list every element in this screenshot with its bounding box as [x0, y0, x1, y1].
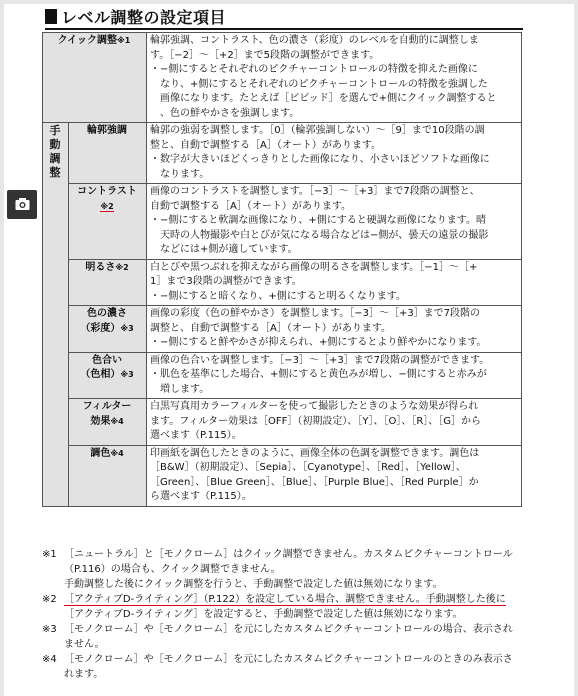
- footnote-mark: ※4: [42, 654, 57, 665]
- desc-line: 画像のコントラストを調整します。［−3］〜［+3］まで7段階の調整と、: [150, 186, 480, 197]
- bullet-line: −側にすると軟調な画像になり、+側にすると硬調な画像になります。晴: [160, 215, 486, 226]
- brightness-label: 明るさ: [85, 261, 116, 273]
- desc-line: ［B&W］（初期設定）、［Sepia］、［Cyanotype］、［Red］、［Yellow］、: [150, 462, 466, 473]
- bullet-line: 天時の人物撮影や白とびが気になる場合などは−側が、曇天の遠景の撮影: [160, 229, 489, 241]
- desc-line: 白黒写真用カラーフィルターを使って撮影したときのような効果が得られ: [150, 401, 479, 412]
- bullet-line: 増します。: [160, 383, 210, 395]
- footnote-mark: ※2: [42, 594, 57, 605]
- row-desc-toning: [147, 445, 522, 506]
- row-label-contrast: [69, 184, 147, 260]
- bullet-line: 画像になります。たとえば［ビビッド］を選んで+側にクイック調整すると: [160, 93, 497, 104]
- quick-mark: ※1: [116, 36, 131, 45]
- bullet-line: なり、+側にするとそれぞれのピクチャーコントロールの特徴を強調した: [160, 78, 488, 90]
- saturation-label-sub: （彩度）: [80, 322, 121, 334]
- desc-line: 輪郭の強弱を調整します。［0］（輪郭強調しない）〜［9］まで10段階の調: [150, 125, 485, 136]
- desc-line: 選べます（P.115）。: [150, 430, 242, 441]
- brightness-mark: ※2: [115, 262, 129, 272]
- footnote-line: ［モノクローム］や［モノクローム］を元にしたカスタムピクチャーコントロールのときのみ表示さ: [64, 654, 513, 665]
- sharpening-label: 輪郭強調: [87, 125, 127, 136]
- footnote-line: ません。: [64, 639, 105, 650]
- contrast-mark: ※2: [100, 201, 114, 211]
- bullet-line: などには+側が適しています。: [160, 244, 298, 255]
- table-row-saturation: [43, 306, 522, 353]
- bullet-line: 数字が大きいほどくっきりとした画像になり、小さいほどソフトな画像に: [160, 154, 490, 165]
- footnote-line: 手動調整した後にクイック調整を行うと、手動調整で設定した値は無効になります。: [64, 579, 443, 590]
- bullet: [150, 63, 517, 121]
- saturation-mark: ※3: [120, 323, 134, 333]
- footnote-mark: ※3: [42, 624, 57, 635]
- footnote: [42, 592, 524, 622]
- bullet-dot: ・: [150, 337, 160, 348]
- filter-mark: ※4: [110, 416, 124, 426]
- filter-label-sub: 効果: [90, 415, 111, 427]
- footnote-line: ［アクティブD-ライティング］を設定すると、手動調整で設定した値は無効になります。: [64, 609, 463, 620]
- bullet-dot: ・: [150, 369, 160, 380]
- saturation-label: 色の濃さ: [87, 308, 127, 319]
- table-row-contrast: [43, 184, 522, 260]
- quick-label: クイック調整: [57, 35, 117, 46]
- bullet: [150, 214, 517, 258]
- toning-mark: ※4: [110, 448, 124, 458]
- footnotes: [42, 547, 524, 682]
- row-desc-brightness: [147, 259, 522, 306]
- row-label-toning: [69, 445, 147, 506]
- bullet-line: −側にするとそれぞれのピクチャーコントロールの特徴を抑えた画像に: [160, 64, 478, 75]
- desc-line: ます。フィルター効果は［OFF］（初期設定）、［Y］、［O］、［R］、［G］から: [150, 415, 482, 427]
- bullet-line: 、色の鮮やかさを強調します。: [160, 107, 300, 119]
- desc-line: 画像の色合いを調整します。［−3］〜［+3］まで7段階の調整ができます。: [150, 354, 490, 366]
- contrast-label: コントラスト: [77, 186, 137, 197]
- row-label-saturation: [69, 306, 147, 353]
- table-row-sharpening: [43, 123, 522, 184]
- desc-line: す。［−2］〜［+2］まで5段階の調整ができます。: [150, 49, 380, 61]
- desc-line: 調整と、自動で調整する［A］（オート）があります。: [150, 322, 392, 334]
- desc-line: 整と、自動で調整する［A］（オート）があります。: [150, 139, 382, 151]
- footnote: [42, 652, 524, 682]
- row-desc-saturation: [147, 306, 522, 353]
- row-label-sharpening: [69, 123, 147, 184]
- bullet-dot: ・: [150, 290, 160, 302]
- row-desc-sharpening: [147, 123, 522, 184]
- settings-table: [42, 32, 522, 507]
- row-label-quick: [43, 33, 147, 123]
- section-heading: [45, 4, 226, 28]
- row-desc-hue: [147, 352, 522, 399]
- heading-marker: [45, 9, 57, 24]
- table-row-toning: [43, 445, 522, 506]
- desc-line: 自動で調整する［A］（オート）があります。: [150, 200, 352, 212]
- footnote-line: れます。: [64, 669, 104, 680]
- desc-line: ［Green］、［Blue Green］、［Blue］、［Purple Blue］、［Red Purple］か: [150, 476, 479, 488]
- bullet-dot: ・: [150, 64, 160, 75]
- footnote: [42, 622, 524, 652]
- bullet: [150, 290, 517, 305]
- bullet-line: なります。: [160, 168, 210, 180]
- hue-label-sub: （色相）: [80, 369, 121, 380]
- bullet-line: −側にすると暗くなり、+側にすると明るくなります。: [160, 290, 406, 302]
- footnote-line: ［モノクローム］や［モノクローム］を元にしたカスタムピクチャーコントロールの場合、表示され: [64, 624, 513, 635]
- bullet: [150, 368, 517, 397]
- section-title: レベル調整の設定項目: [61, 7, 227, 27]
- bullet-dot: ・: [150, 154, 160, 165]
- footnote: [42, 547, 524, 592]
- manual-category: [43, 123, 69, 507]
- desc-line: 1］まで3段階の調整ができます。: [150, 276, 302, 287]
- hue-label: 色合い: [92, 354, 122, 366]
- side-tab[interactable]: [7, 190, 37, 219]
- table-row-quick: [43, 33, 522, 123]
- row-label-filter: [69, 399, 147, 446]
- bullet: [150, 153, 517, 182]
- row-desc-quick: [147, 33, 522, 123]
- bullet: [150, 336, 517, 351]
- camera-icon: [15, 197, 30, 211]
- page-edge-right: [574, 0, 578, 696]
- footnote-line: ［アクティブD-ライティング］（P.122）を設定している場合、調整できません。手動調整した後に: [64, 594, 506, 605]
- heading-rule: [45, 28, 523, 30]
- bullet-line: 肌色を基準にした場合、+側にすると黄色みが増し、−側にすると赤みが: [160, 369, 487, 380]
- hue-mark: ※3: [120, 370, 134, 379]
- desc-line: 白とびや黒つぶれを抑えながら画像の明るさを調整します。［−1］〜［+: [150, 261, 478, 273]
- manual-category-label: 手動調整: [49, 124, 61, 179]
- page-edge-left: [0, 0, 4, 696]
- table-row-hue: [43, 352, 522, 399]
- footnote-line: ［ニュートラル］と［モノクローム］はクイック調整できません。カスタムピクチャーコントロール: [64, 549, 513, 560]
- desc-line: 印画紙を調色したときのように、画像全体の色調を調整できます。調色は: [150, 447, 480, 459]
- table-row-filter: [43, 399, 522, 446]
- row-desc-filter: [147, 399, 522, 446]
- row-label-hue: [69, 352, 147, 399]
- filter-label: フィルター: [82, 401, 132, 412]
- row-desc-contrast: [147, 184, 522, 260]
- bullet-line: −側にすると鮮やかさが抑えられ、+側にするとより鮮やかになります。: [160, 337, 487, 348]
- footnote-line: （P.116）の場合も、クイック調整できません。: [64, 564, 281, 575]
- desc-line: 画像の彩度（色の鮮やかさ）を調整します。［−3］〜［+3］まで7段階の: [150, 308, 481, 319]
- toning-label: 調色: [90, 447, 111, 459]
- desc-line: ら選べます（P.115）。: [150, 491, 252, 502]
- footnote-mark: ※1: [42, 549, 57, 560]
- table-row-brightness: [43, 259, 522, 306]
- desc-line: 輪郭強調、コントラスト、色の濃さ（彩度）のレベルを自動的に調整しま: [150, 35, 479, 46]
- row-label-brightness: [69, 259, 147, 306]
- bullet-dot: ・: [150, 215, 160, 226]
